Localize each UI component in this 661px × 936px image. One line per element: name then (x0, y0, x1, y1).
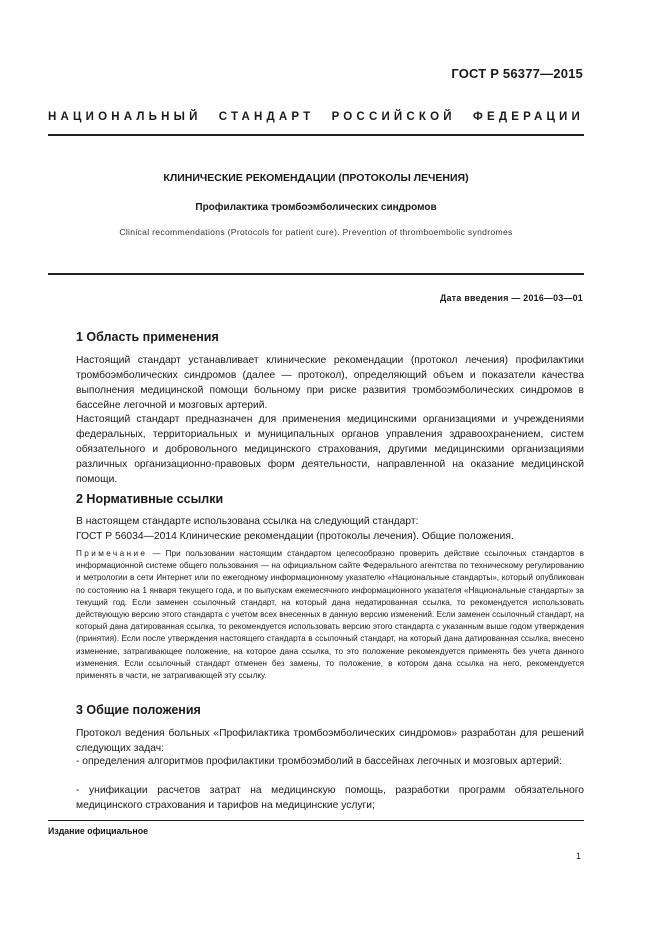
edition-label: Издание официальное (48, 826, 148, 836)
section-1-paragraph-2: Настоящий стандарт предназначен для применения медицинскими организациями и учреждениями федеральных, территориальных и муниципальных органов управления здравоохранением, систем обязательного и добровольного медицинского страхования, другими медицинскими организациями различных организационно-правовых форм деятельности, направленной на оказание медицинской помощи. (76, 414, 584, 485)
section-3-item-1: - определения алгоритмов профилактики тромбоэмболий в бассейнах легочных и мозговых артерий: (76, 756, 563, 767)
section-1-title: 1 Область применения (76, 330, 219, 344)
document-subtitle: Профилактика тромбоэмболических синдромов (195, 202, 437, 213)
section-2-title: 2 Нормативные ссылки (76, 492, 224, 506)
document-id: ГОСТ Р 56377—2015 (451, 66, 583, 81)
section-1-paragraph-1: Настоящий стандарт устанавливает клинические рекомендации (протокол лечения) профилактики тромбоэмболических синдромов (далее — протокол), определяющий объем и показатели качества выполнения медицинской помощи больному при риске развития тромбоэмболических синдромов в бассейне легочной и мозговых артерий. (76, 355, 584, 411)
footer-rule (48, 820, 584, 821)
section-2-note (76, 548, 584, 682)
section-3-item-2: - унификации расчетов затрат на медицинскую помощь, разработки программ обязательного медицинского страхования и тарифов на медицинские услуги; (76, 785, 584, 811)
document-title: КЛИНИЧЕСКИЕ РЕКОМЕНДАЦИИ (ПРОТОКОЛЫ ЛЕЧЕНИЯ) (163, 172, 469, 184)
introduction-date: Дата введения — 2016—03—01 (440, 293, 583, 303)
section-3-paragraph-1: Протокол ведения больных «Профилактика тромбоэмболических синдромов» разработан для решений следующих задач: (76, 728, 584, 754)
english-title: Clinical recommendations (Protocols for patient cure). Prevention of thromboembolic syndromes (119, 227, 513, 237)
note-text: — При пользовании настоящим стандартом целесообразно проверить действие ссылочных стандартов в информационной системе общего пользования — на официальном сайте Федерального агентства по техническому регулированию и метрологии в сети Интернет или по ежегодному информационному указателю «Национальные стандарты», который опубликован по состоянию на 1 января текущего года, и по выпускам ежемесячного информационного указателя «Национальные стандарты» за текущий год. Если заменен ссылочный стандарт, на который дана недатированная ссылка, то рекомендуется использовать действующую версию этого стандарта с учетом всех внесенных в данную версию изменений. Если заменен ссылочный стандарт, на который дана датированная ссылка, то рекомендуется использовать версию этого стандарта с указанным выше годом утверждения (принятия). Если после утверждения настоящего стандарта в ссылочный стандарт, на который дана датированная ссылка, внесено изменение, затрагивающее положение, на которое дана ссылка, то это положение рекомендуется применять без учета данного изменения. Если ссылочный стандарт отменен без замены, то положение, в котором дана ссылка на него, рекомендуется применять в части, не затрагивающей эту ссылку. (76, 549, 584, 681)
note-label: Примечание (76, 549, 148, 558)
section-2-reference: ГОСТ Р 56034—2014 Клинические рекомендации (протоколы лечения). Общие положения. (76, 531, 514, 542)
page-number: 1 (575, 851, 581, 861)
top-rule (48, 134, 584, 136)
title-rule (48, 273, 584, 275)
section-3-title: 3 Общие положения (76, 703, 201, 717)
standard-banner: НАЦИОНАЛЬНЫЙ СТАНДАРТ РОССИЙСКОЙ ФЕДЕРАЦИИ (48, 111, 584, 123)
section-2-paragraph-1: В настоящем стандарте использована ссылка на следующий стандарт: (76, 516, 419, 527)
